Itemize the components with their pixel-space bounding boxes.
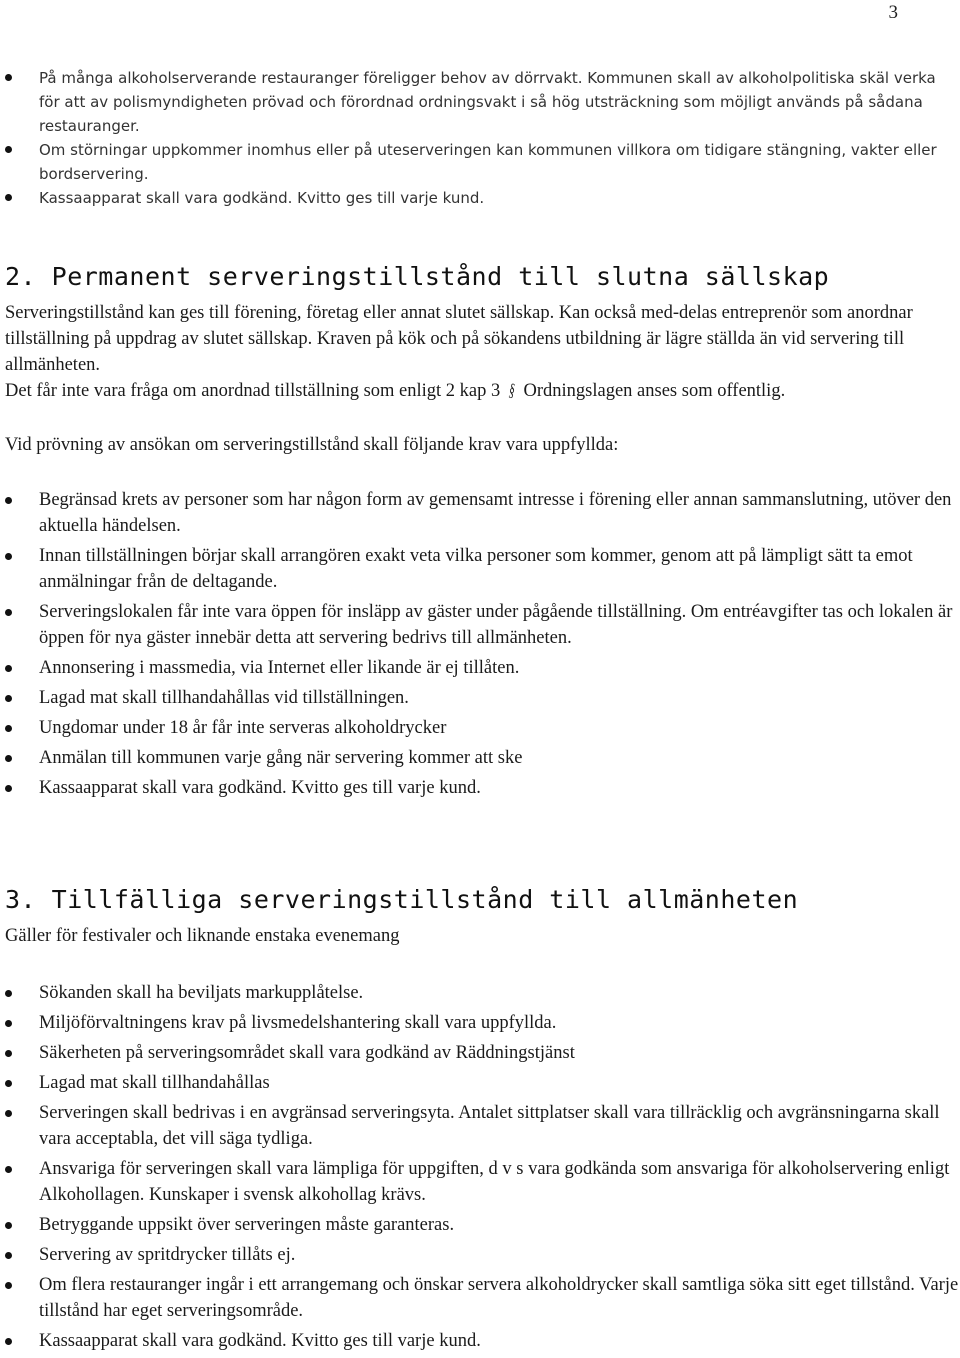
list-item: Ansvariga för serveringen skall vara lämpliga för uppgiften, d v s vara godkända som ansvariga för alkoholservering enligt Alkohollagen. Kunskaper i svensk alkohollag krävs. xyxy=(0,1156,960,1208)
list-item: På många alkoholserverande restauranger föreligger behov av dörrvakt. Kommunen skall av alkoholpolitiska skäl verka för att av polismyndigheten prövad och förordnad ordningsvakt i så hög utsträckning som möjligt används på sådana restauranger. xyxy=(0,66,960,138)
list-item: Serveringslokalen får inte vara öppen för insläpp av gäster under pågående tillställning. Om entréavgifter tas och lokalen är öppen för nya gäster innebär detta att servering bedrivs till allmänheten. xyxy=(0,599,960,651)
section-2-intro xyxy=(0,432,960,458)
list-item: Kassaapparat skall vara godkänd. Kvitto ges till varje kund. xyxy=(0,1328,960,1354)
section-3-heading: 3. Tillfälliga serveringstillstånd till allmänheten xyxy=(5,885,799,914)
section-2-heading: 2. Permanent serveringstillstånd till slutna sällskap xyxy=(5,262,830,291)
section-2-requirements-list xyxy=(0,487,960,805)
section-symbol: § xyxy=(508,380,516,402)
list-item: Om flera restauranger ingår i ett arrangemang och önskar servera alkoholdrycker skall samtliga söka sitt eget tillstånd. Varje tillstånd har eget serveringsområde. xyxy=(0,1272,960,1324)
section-2-paragraph: Serveringstillstånd kan ges till förening, företag eller annat slutet sällskap. Kan också med-delas entreprenör som anordnar tillställning på uppdrag av slutet sällskap. Kraven på kök och på sökandens utbildning är lägre ställda än vid servering till allmänheten. xyxy=(5,303,913,375)
list-item: Begränsad krets av personer som har någon form av gemensamt intresse i förening eller annan sammanslutning, utöver den aktuella händelsen. xyxy=(0,487,960,539)
section-3-intro xyxy=(0,923,960,949)
list-item: Kassaapparat skall vara godkänd. Kvitto ges till varje kund. xyxy=(0,775,960,801)
section-3-intro-text: Gäller för festivaler och liknande enstaka evenemang xyxy=(5,926,400,946)
section-3-requirements-list xyxy=(0,980,960,1358)
list-item: Betryggande uppsikt över serveringen måste garanteras. xyxy=(0,1212,960,1238)
section-2-paragraph-law xyxy=(0,378,960,404)
list-item: Lagad mat skall tillhandahållas xyxy=(0,1070,960,1096)
list-item: Anmälan till kommunen varje gång när servering kommer att ske xyxy=(0,745,960,771)
law-text-after: Ordningslagen anses som offentlig. xyxy=(523,381,786,401)
list-item: Om störningar uppkommer inomhus eller på uteserveringen kan kommunen villkora om tidigare stängning, vakter eller bordservering. xyxy=(0,138,960,186)
list-item: Kassaapparat skall vara godkänd. Kvitto ges till varje kund. xyxy=(0,186,960,210)
list-item: Serveringen skall bedrivas i en avgränsad serveringsyta. Antalet sittplatser skall vara tillräcklig och avgränsningarna skall vara acceptabla, det vill säga tydliga. xyxy=(0,1100,960,1152)
section-2-intro-text: Vid prövning av ansökan om serveringstillstånd skall följande krav vara uppfyllda: xyxy=(5,435,619,455)
list-item: Annonsering i massmedia, via Internet eller likande är ej tillåten. xyxy=(0,655,960,681)
section-2-body xyxy=(0,300,960,404)
page-number: 3 xyxy=(888,2,898,23)
list-item: Innan tillställningen börjar skall arrangören exakt veta vilka personer som kommer, genom att på lämpligt sätt ta emot anmälningar från de deltagande. xyxy=(0,543,960,595)
list-item: Ungdomar under 18 år får inte serveras alkoholdrycker xyxy=(0,715,960,741)
list-item: Lagad mat skall tillhandahållas vid tillställningen. xyxy=(0,685,960,711)
list-item: Säkerheten på serveringsområdet skall vara godkänd av Räddningstjänst xyxy=(0,1040,960,1066)
list-item: Servering av spritdrycker tillåts ej. xyxy=(0,1242,960,1268)
list-item: Sökanden skall ha beviljats markupplåtelse. xyxy=(0,980,960,1006)
list-item: Miljöförvaltningens krav på livsmedelshantering skall vara uppfyllda. xyxy=(0,1010,960,1036)
law-text-before: Det får inte vara fråga om anordnad tillställning som enligt 2 kap 3 xyxy=(5,381,501,401)
doorkeeper-requirements-list xyxy=(0,66,960,210)
